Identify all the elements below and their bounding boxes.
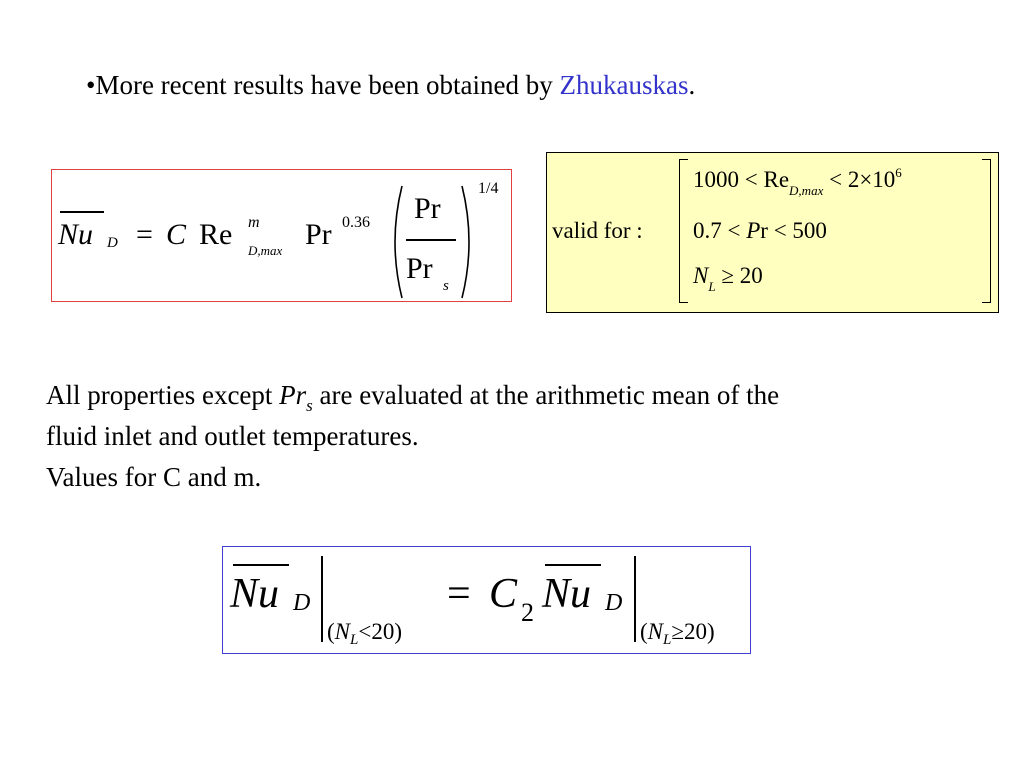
- bullet-line: [86, 70, 695, 101]
- equals-sign: =: [136, 218, 153, 251]
- nu-left-symbol: Nu: [230, 571, 280, 617]
- nu-left-overbar: [233, 564, 289, 566]
- nu-right-symbol: Nu: [542, 571, 592, 617]
- prandtl-symbol: Pr: [305, 218, 332, 251]
- nu-overbar: [60, 211, 104, 213]
- condition-left: $(N_L<20)$: [327, 619, 402, 648]
- reynolds-subscript: D,max: [248, 243, 283, 258]
- bullet-period: .: [688, 70, 696, 100]
- condition-right: $(N_L\ge 20)$: [640, 619, 715, 648]
- fraction-numerator: Pr: [414, 192, 441, 225]
- nu-symbol: Nu: [58, 218, 94, 251]
- reynolds-symbol: Re: [199, 218, 233, 251]
- author-name: Zhukauskas: [559, 70, 689, 100]
- left-bracket-icon: [679, 159, 688, 303]
- nu-right-overbar: [545, 564, 601, 566]
- reynolds-exponent: m: [248, 214, 260, 231]
- right-paren-icon: [458, 184, 478, 300]
- left-paren-icon: [386, 184, 406, 300]
- paragraph-line-3: Values for C and m.: [46, 462, 262, 492]
- nu-subscript: D: [107, 235, 118, 251]
- constant-c2: C: [489, 571, 518, 617]
- paragraph-line-1: All properties except $Pr_s$ are evaluated at the arithmetic mean of the: [46, 380, 780, 415]
- valid-for-label: valid for :: [552, 218, 643, 243]
- fraction-line: [406, 239, 456, 241]
- validity-row-prandtl: 0.7 < Pr < 500: [693, 218, 827, 243]
- denominator-subscript: s: [443, 278, 449, 294]
- constant-c: C: [166, 218, 187, 251]
- nu-left-subscript: D: [293, 590, 311, 616]
- outer-exponent: 1/4: [478, 180, 499, 197]
- equals-sign-2: =: [447, 571, 471, 617]
- evaluation-bar-left: [321, 556, 323, 642]
- evaluation-bar-right: [634, 556, 636, 642]
- paragraph-line-2: fluid inlet and outlet temperatures.: [46, 421, 419, 451]
- bullet-symbol: •: [86, 70, 96, 100]
- validity-row-rows: $N_L \ge 20$: [693, 263, 763, 294]
- c2-subscript: 2: [521, 598, 534, 627]
- bullet-text: More recent results have been obtained by: [95, 70, 560, 100]
- nu-right-subscript: D: [605, 590, 623, 616]
- fraction-denominator: Pr: [406, 252, 433, 285]
- validity-row-reynolds: $1000 < Re_{D,max} < 2\times 10^6$: [693, 165, 902, 198]
- prandtl-exponent: 0.36: [342, 214, 370, 231]
- right-bracket-icon: [982, 159, 991, 303]
